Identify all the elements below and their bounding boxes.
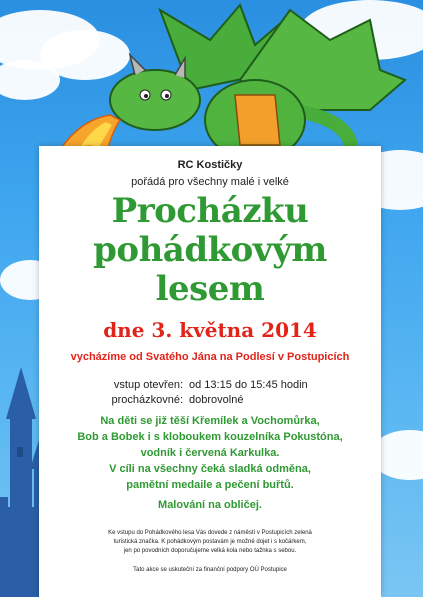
poster-card [39, 146, 381, 597]
title-line: pohádkovým [93, 230, 327, 270]
highlights [39, 413, 381, 493]
fee-label: procházkovné: [111, 394, 183, 406]
highlight-line: Bob a Bobek i s kloboukem kouzelníka Pokustóna, [77, 431, 343, 443]
fee-value: dobrovolné [189, 394, 244, 406]
directions-line: Ke vstupu do Pohádkového lesa Vás dovede z náměstí v Postupicích zelená [108, 530, 312, 536]
event-date: dne 3. května 2014 [103, 318, 317, 342]
support-note: Tato akce se uskuteční za finanční podpory OÚ Postupice [133, 567, 287, 573]
title-line: Procházku [111, 191, 309, 231]
directions-line: turistická značka. K pohádkovým postavám je možné dojet i s kočárkem, [113, 539, 307, 545]
info-row-open [73, 378, 308, 393]
event-info [73, 378, 308, 408]
highlight-line: pamětní medaile a pečení buřtů. [126, 479, 294, 491]
directions-note [39, 529, 381, 556]
highlight-line: Na děti se již těší Křemílek a Vochomůrka, [100, 415, 320, 427]
open-label: vstup otevřen: [113, 379, 183, 391]
title-line: lesem [155, 269, 265, 309]
start-point: vycházíme od Svatého Jána na Podlesí v Postupicích [70, 351, 350, 363]
open-value: od 13:15 do 15:45 hodin [189, 379, 308, 391]
organizer-name: RC Kostičky [177, 159, 243, 171]
highlight-line: V cíli na všechny čeká sladká odměna, [109, 463, 311, 475]
info-row-fee [73, 393, 308, 408]
highlight-line: vodník i červená Karkulka. [140, 447, 280, 459]
subtitle: pořádá pro všechny malé i velké [131, 176, 289, 188]
poster-title [39, 192, 381, 309]
face-painting: Malování na obličej. [158, 499, 262, 511]
directions-line: jen po povodních doporučujeme velká kola nebo tažnka s sebou. [123, 548, 297, 554]
